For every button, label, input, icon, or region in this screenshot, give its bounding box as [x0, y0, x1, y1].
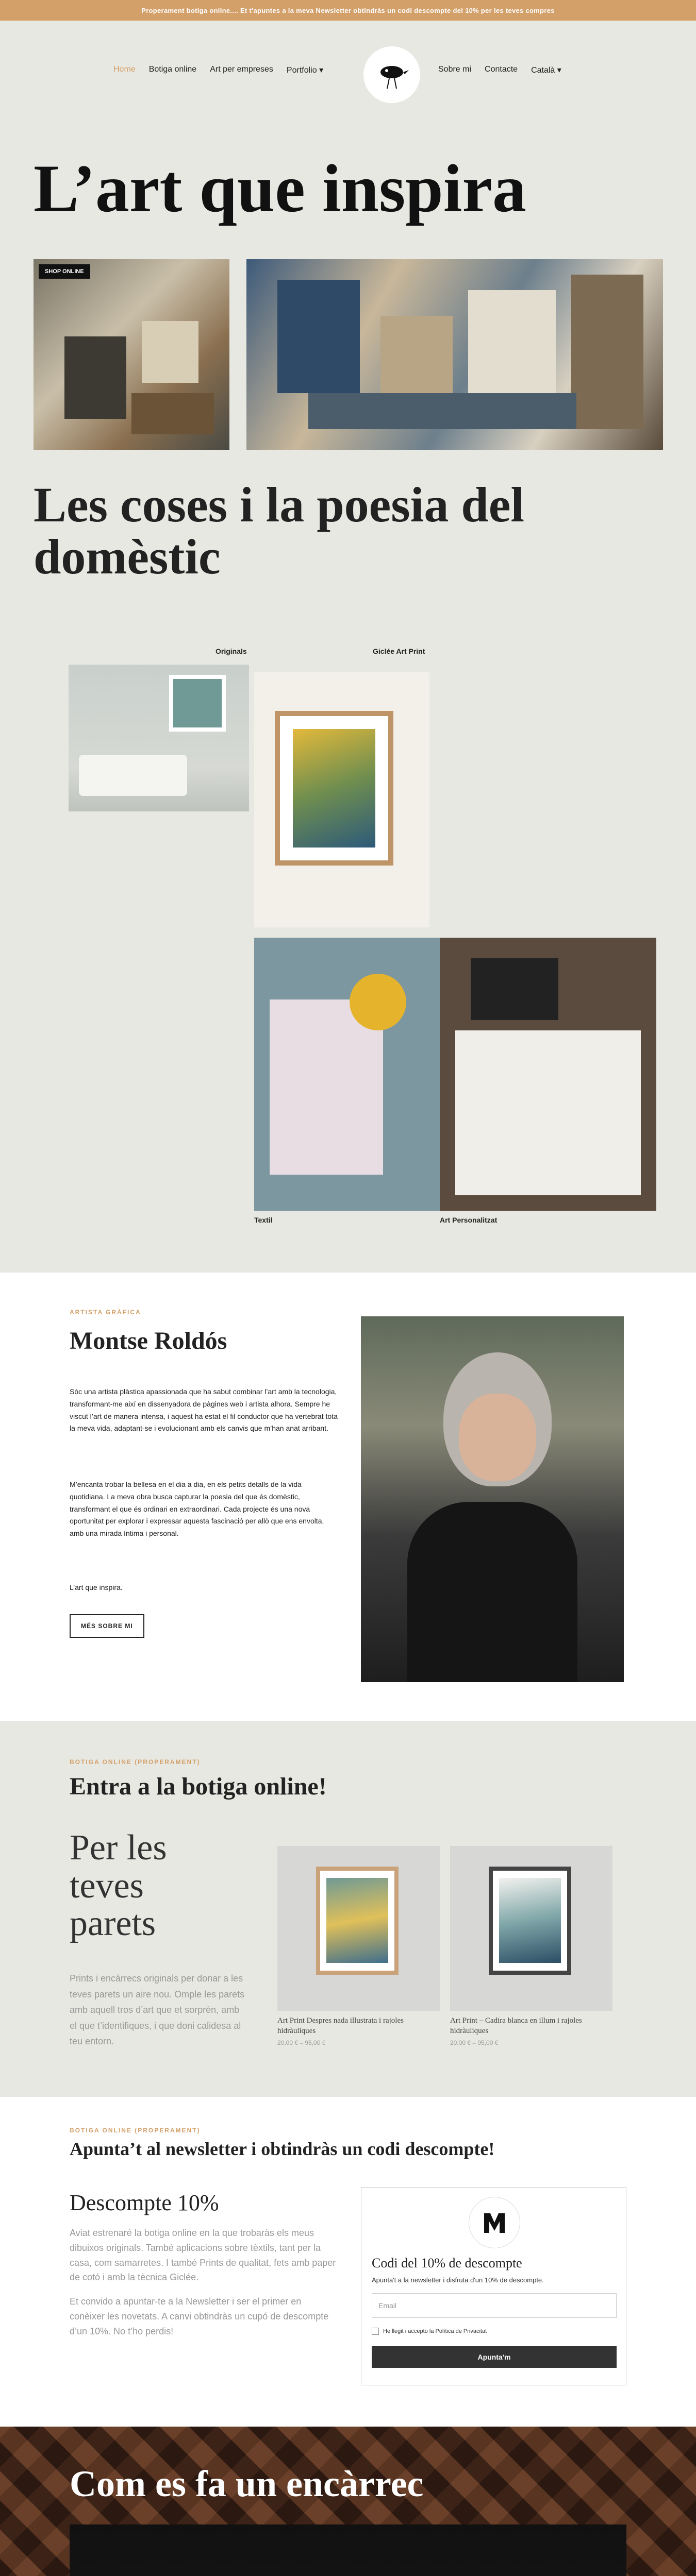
video-title: Com es fa un encàrrec [70, 2463, 424, 2504]
promo-text: Properament botiga online.... Et t'apuntes a la meva Newsletter obtindràs un codi descompte del 10% per les teves compres [141, 6, 555, 14]
gallery-personal[interactable] [440, 938, 656, 1211]
privacy-consent[interactable] [372, 2328, 487, 2335]
privacy-checkbox[interactable] [372, 2328, 379, 2335]
artwork-shape [169, 675, 226, 732]
chevron-down-icon: ▾ [557, 66, 561, 75]
gallery-giclee[interactable] [254, 672, 429, 927]
video-player[interactable] [70, 2524, 626, 2576]
artwork-shape [468, 290, 556, 393]
product-name[interactable]: Art Print – Cadira blanca en illum i rajoles hidràuliques [450, 2016, 582, 2035]
shop-big-heading: Per les teves parets [70, 1828, 167, 1943]
artwork-shape [308, 393, 576, 429]
nav-language[interactable] [531, 65, 561, 75]
about-paragraph-3: L’art que inspira. [70, 1583, 123, 1591]
privacy-consent-label: He llegit i accepto la Política de Privacitat [383, 2328, 487, 2334]
nav-contacte[interactable]: Contacte [485, 65, 518, 74]
promo-bar [0, 0, 696, 21]
newsletter-text-2: Et convido a apuntar-te a la Newsletter i ser el primer en conèixer les novetats. A canvi obtindràs un cupó de descompte d’un 10%. No t’ho perdis! [70, 2296, 329, 2336]
subscribe-button[interactable]: Apunta'm [372, 2346, 617, 2368]
newsletter-title: Apunta’t al newsletter i obtindràs un codi descompte! [70, 2139, 495, 2159]
nav-portfolio-label: Portfolio [286, 66, 317, 75]
product-price: 20,00 € – 95,00 € [450, 2039, 499, 2046]
label-textil[interactable]: Textil [254, 1216, 273, 1224]
site-header [0, 21, 696, 98]
product-image[interactable] [450, 1846, 612, 2011]
shop-title: Entra a la botiga online! [70, 1773, 327, 1800]
nav-home[interactable]: Home [113, 65, 136, 74]
artwork-shape [142, 321, 198, 383]
gallery-originals[interactable] [69, 665, 249, 811]
gallery-textil[interactable] [254, 938, 440, 1211]
section-title-domestic: Les coses i la poesia del domèstic [34, 477, 524, 584]
nav-left [113, 65, 323, 75]
label-originals[interactable]: Originals [216, 647, 247, 655]
form-subtitle: Apunta't a la newsletter i disfruta d'un 10% de descompte. [372, 2276, 544, 2284]
notebook-shape [471, 958, 558, 1020]
product-name[interactable]: Art Print Despres nada illustrata i rajoles hidràuliques [277, 2016, 404, 2035]
artwork-shape [277, 280, 360, 393]
shop-kicker: BOTIGA ONLINE (PROPERAMENT) [70, 1758, 201, 1766]
newsletter-form-card [361, 2187, 626, 2385]
about-kicker: ARTISTA GRÀFICA [70, 1309, 141, 1316]
shop-online-badge[interactable]: SHOP ONLINE [39, 264, 90, 279]
product-card[interactable] [277, 1846, 440, 2046]
product-card[interactable] [450, 1846, 612, 2046]
nav-language-label: Català [531, 66, 555, 75]
hero-artwork-left[interactable] [34, 259, 229, 450]
email-field[interactable]: Email [372, 2293, 617, 2318]
sketch-shape [455, 1030, 641, 1195]
about-name: Montse Roldós [70, 1327, 227, 1354]
artist-portrait [361, 1316, 624, 1682]
newsletter-text [70, 2226, 338, 2339]
artwork-shape [64, 336, 126, 419]
logo[interactable] [363, 46, 420, 103]
sweater-shape [407, 1502, 577, 1682]
artwork-shape [380, 316, 453, 393]
hero-artwork-right[interactable] [246, 259, 663, 450]
newsletter-text-1: Aviat estrenaré la botiga online en la que trobaràs els meus dibuixos originals. També aplicacions sobre tèxtils, tant per la casa, com samarretes. I també Prints de qualitat, fets amb paper de cotó i amb la tècnica Giclée. [70, 2228, 336, 2283]
product-image[interactable] [277, 1846, 440, 2011]
newsletter-kicker: BOTIGA ONLINE (PROPERAMENT) [70, 2127, 201, 2134]
artwork-shape [571, 275, 643, 429]
label-personal[interactable]: Art Personalitzat [440, 1216, 498, 1224]
about-paragraph-1: Sóc una artista plàstica apassionada que ha sabut combinar l’art amb la tecnologia, transformant-me així en dissenyadora de pàgines web i artista alhora. Sempre he viscut l’art de manera intensa, i aquest ha estat el fil conductor que ha vertebrat tota la meva vida, adaptant-se i evolucionant amb els canvis que m’han anat arribant. [70, 1387, 338, 1433]
artwork-shape [293, 729, 375, 848]
nav-empreses[interactable]: Art per empreses [210, 65, 273, 74]
shop-description: Prints i encàrrecs originals per donar a les teves parets un aire nou. Omple les parets amb aquell tros d’art que et sorprèn, amb el que t’identifiques, i que doni calidesa al teu entorn. [70, 1973, 245, 2047]
mr-logo-icon [469, 2197, 520, 2248]
about-more-button[interactable]: MÉS SOBRE MI [70, 1614, 144, 1638]
lemon-shape [350, 974, 406, 1030]
artwork-shape [499, 1878, 561, 1963]
artwork-shape [326, 1878, 388, 1963]
about-paragraph-2: M’encanta trobar la bellesa en el dia a dia, en els petits detalls de la vida quotidiana. La meva obra busca capturar la poesia del que és domèstic, transformant el que és ordinari en extraordinari. Cada projecte és una nova oportunitat per explorar i expressar aquesta fascinació per allò que ens envolta, amb una mirada íntima i personal. [70, 1480, 324, 1538]
label-giclee[interactable]: Giclée Art Print [373, 647, 425, 655]
nav-portfolio[interactable] [287, 65, 323, 75]
artwork-shape [131, 393, 214, 434]
face-shape [459, 1394, 536, 1481]
product-price: 20,00 € – 95,00 € [277, 2039, 326, 2046]
form-title: Codi del 10% de descompte [372, 2256, 522, 2270]
newsletter-big: Descompte 10% [70, 2190, 219, 2215]
bird-logo-icon [374, 57, 410, 93]
nav-right [438, 65, 561, 75]
chevron-down-icon: ▾ [319, 66, 324, 75]
hero-title: L’art que inspira [34, 150, 526, 226]
nav-botiga[interactable]: Botiga online [148, 65, 197, 74]
sofa-shape [79, 755, 187, 796]
nav-sobre-mi[interactable]: Sobre mi [438, 65, 472, 74]
